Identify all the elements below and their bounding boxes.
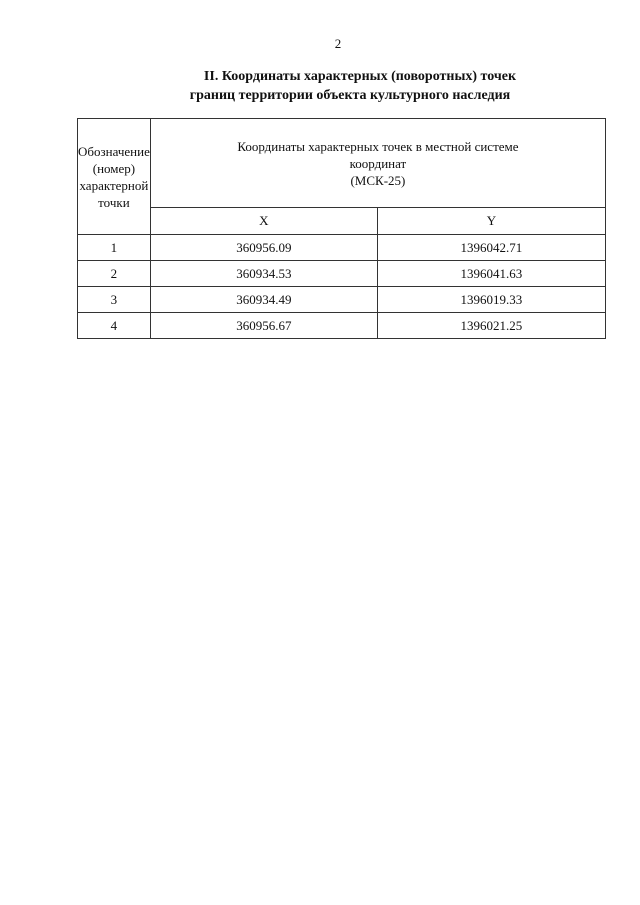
x-value: 360956.67 xyxy=(150,313,377,339)
y-header: Y xyxy=(377,208,605,235)
point-number: 2 xyxy=(78,261,151,287)
table-row xyxy=(78,261,606,287)
page-number: 2 xyxy=(334,36,342,51)
x-value: 360934.49 xyxy=(150,287,377,313)
y-value: 1396021.25 xyxy=(377,313,605,339)
x-value: 360956.09 xyxy=(150,235,377,261)
heading-line-1: II. Координаты характерных (поворотных) точек xyxy=(203,69,517,84)
section-heading xyxy=(60,67,640,105)
x-value: 360934.53 xyxy=(150,261,377,287)
y-value: 1396041.63 xyxy=(377,261,605,287)
point-number: 1 xyxy=(78,235,151,261)
coordinates-header-line-3: (МСК-25) xyxy=(350,172,406,188)
axis-header-row xyxy=(78,208,606,235)
coordinates-header-line-2: координат xyxy=(349,155,407,171)
y-value: 1396019.33 xyxy=(377,287,605,313)
table-row xyxy=(78,235,606,261)
table-row xyxy=(78,287,606,313)
x-header: X xyxy=(150,208,377,235)
coordinates-header xyxy=(150,119,605,208)
y-value: 1396042.71 xyxy=(377,235,605,261)
table-header-row xyxy=(78,119,606,208)
point-number: 3 xyxy=(78,287,151,313)
designation-header: Обозначение (номер) характерной точки xyxy=(78,119,151,235)
coordinates-header-line-1: Координаты характерных точек в местной системе xyxy=(237,138,519,154)
table-row xyxy=(78,313,606,339)
coordinates-table xyxy=(77,118,606,339)
heading-line-2: границ территории объекта культурного наследия xyxy=(189,88,511,103)
point-number: 4 xyxy=(78,313,151,339)
